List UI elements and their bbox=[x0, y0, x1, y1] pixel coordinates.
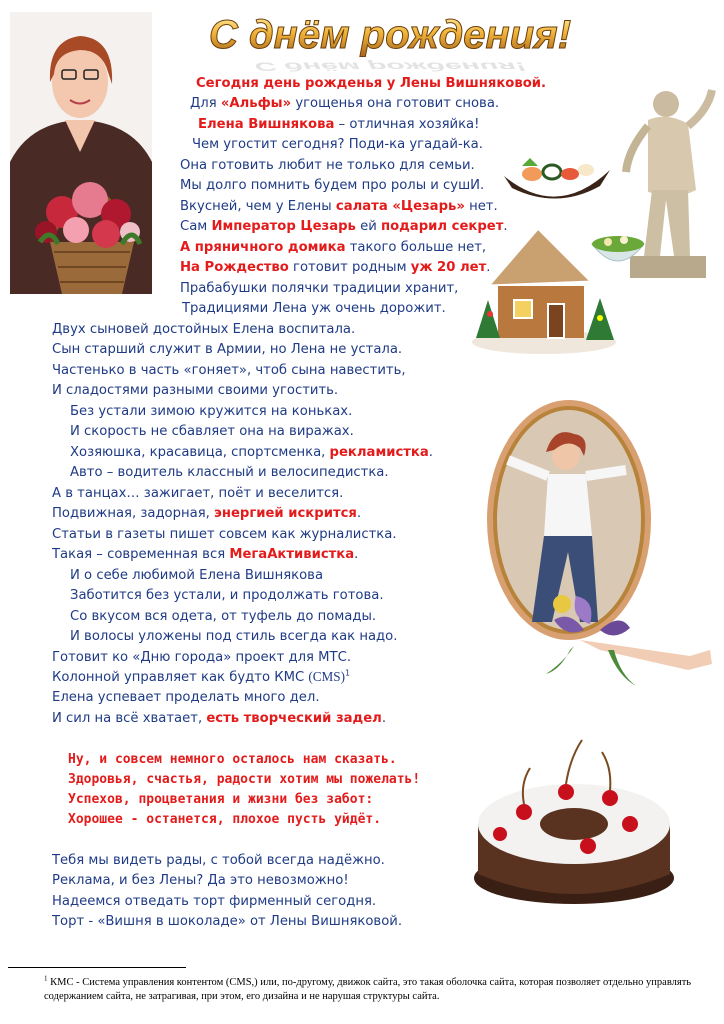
poem-line: Колонной управляет как будто КМС (CMS)$^1$ bbox=[52, 668, 351, 685]
portrait-photo bbox=[10, 12, 152, 294]
poem-line: Без устали зимою кружится на коньках. bbox=[70, 404, 353, 419]
sushi-photo bbox=[502, 150, 612, 212]
closing-line: Надеемся отведать торт фирменный сегодня. bbox=[52, 894, 377, 909]
poem-line: А пряничного домика такого больше нет, bbox=[180, 240, 487, 255]
poem-line: И волосы уложены под стиль всегда как надо. bbox=[70, 629, 398, 644]
poem-line: Сам Император Цезарь ей подарил секрет. bbox=[180, 219, 508, 234]
poem-line: Двух сыновей достойных Елена воспитала. bbox=[52, 322, 356, 337]
poem-line: И о себе любимой Елена Вишнякова bbox=[70, 568, 324, 583]
poem-line: Подвижная, задорная, энергией искрится. bbox=[52, 506, 362, 521]
poem-line: На Рождество готовит родным уж 20 лет. bbox=[180, 260, 491, 275]
wish-line: Успехов, процветания и жизни без забот: bbox=[68, 792, 374, 807]
footnote bbox=[44, 976, 704, 1004]
wish-line: Ну, и совсем немного осталось нам сказать. bbox=[68, 752, 397, 767]
poem-line: Сын старший служит в Армии, но Лена не устала. bbox=[52, 342, 403, 357]
poem-line: Авто – водитель классный и велосипедистка. bbox=[70, 465, 389, 480]
poem-line: Елена Вишнякова – отличная хозяйка! bbox=[198, 117, 480, 132]
wish-line: Хорошее - останется, плохое пусть уйдёт. bbox=[68, 812, 382, 827]
poem-line: Хозяюшка, красавица, спортсменка, рекламистка. bbox=[70, 445, 433, 460]
poem-line: И скорость не сбавляет она на виражах. bbox=[70, 424, 354, 439]
footnote-text: КМС - Система управления контентом (CMS,) или, по-другому, движок сайта, это такая оболочка сайта, которая позволяет отдельно управлять содержанием сайта, не затрагивая, при этом, его дизайна и не нарушая структуры сайта. bbox=[44, 977, 692, 1002]
footnote-divider bbox=[8, 967, 186, 968]
poem-line: А в танцах… зажигает, поёт и веселится. bbox=[52, 486, 344, 501]
poem-line: Сегодня день рожденья у Лены Вишняковой. bbox=[196, 76, 547, 91]
title-reflection: С днём рождения! bbox=[254, 59, 526, 74]
poem-line: Со вкусом вся одета, от туфель до помады. bbox=[70, 609, 377, 624]
poem-line: И сил на всё хватает, есть творческий задел. bbox=[52, 711, 387, 726]
poem-line: Мы долго помнить будем про ролы и сушИ. bbox=[180, 178, 485, 193]
poem-line: Частенько в часть «гоняет», чтоб сына навестить, bbox=[52, 363, 406, 378]
poem-line: Прабабушки полячки традиции хранит, bbox=[180, 281, 459, 296]
poem-line: И сладостями разными своими угостить. bbox=[52, 383, 339, 398]
closing-line: Торт - «Вишня в шоколаде» от Лены Вишняковой. bbox=[52, 914, 403, 929]
closing-line: Тебя мы видеть рады, с тобой всегда надёжно. bbox=[52, 853, 385, 868]
poem-line: Традициями Лена уж очень дорожит. bbox=[182, 301, 446, 316]
poem-line: Статьи в газеты пишет совсем как журналистка. bbox=[52, 527, 397, 542]
poem-line: Такая – современная вся МегаАктивистка. bbox=[52, 547, 359, 562]
poem-line: Вкусней, чем у Елены салата «Цезарь» нет. bbox=[180, 199, 498, 214]
poem-line: Она готовить любит не только для семьи. bbox=[180, 158, 475, 173]
iris-flowers-photo bbox=[540, 590, 714, 690]
page-title bbox=[180, 6, 600, 74]
footnote-mark: 1 bbox=[44, 974, 48, 983]
poem-line: Чем угостит сегодня? Поди-ка угадай-ка. bbox=[192, 137, 483, 152]
wish-line: Здоровья, счастья, радости хотим мы пожелать! bbox=[68, 772, 421, 787]
cherry-cake-photo bbox=[470, 728, 680, 906]
poem-line: Готовит ко «Дню города» проект для МТС. bbox=[52, 650, 352, 665]
footnote-ref[interactable]: 1 bbox=[345, 668, 351, 678]
poem-line: Елена успевает проделать много дел. bbox=[52, 690, 320, 705]
poem-line: Заботится без устали, и продолжать готова. bbox=[70, 588, 384, 603]
title-text: С днём рождения! bbox=[208, 13, 572, 57]
closing-line: Реклама, и без Лены? Да это невозможно! bbox=[52, 873, 349, 888]
poem-line: Для «Альфы» угощенья она готовит снова. bbox=[190, 96, 500, 111]
